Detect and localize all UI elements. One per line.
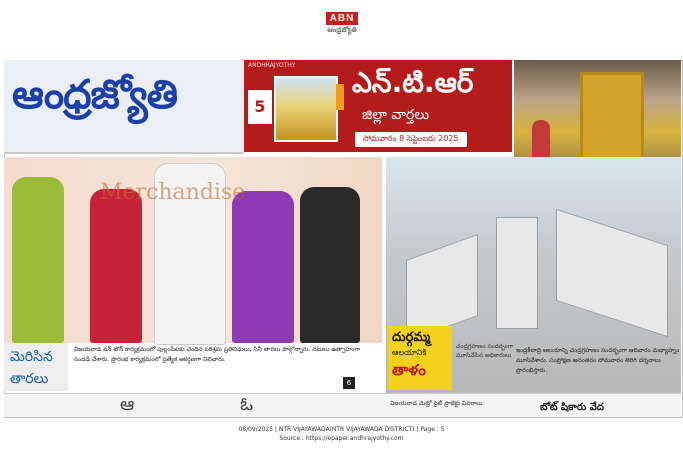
durga-body: ఇంద్రకీలాద్రి ఆలయాన్ని చంద్రగ్రహణం సందర్భంగా ఆదివారం మధ్యాహ్నం మూసివేశారు. సంప్రోక్షణ అనంతరం సోమవారం తిరిగి దర్శనాలు ప్రారంభిస్తారు.	[516, 347, 680, 374]
partial-glyph: ఆ	[120, 394, 135, 415]
masthead-title: ఆంధ్రజ్యోతి	[12, 72, 177, 118]
stars-headline-line1: మెరిసిన	[10, 349, 53, 365]
abn-logo-text: ABN	[326, 12, 359, 25]
temple-thumbnail	[274, 76, 338, 142]
page-number: 5	[248, 90, 272, 124]
edition-date: సోమవారం 8 సెప్టెంబరు 2025	[355, 132, 467, 147]
bottom-snippet: విజయవాడ మెట్రో సైట్ ప్రాజెక్టు వివరాలు	[390, 400, 483, 407]
durga-headline-line1: దుర్గమ్మ	[392, 330, 431, 345]
event-banner: Merchandise	[100, 180, 246, 205]
band-brand: ANDHRAJYOTHY	[248, 62, 296, 69]
abn-logo	[319, 6, 365, 36]
durga-headline-line3: తాళం	[392, 361, 426, 379]
person-1	[12, 177, 64, 343]
durga-headline-line2: ఆలయానికి	[392, 348, 427, 357]
edition-title: ఎన్.టి.ఆర్	[352, 66, 474, 99]
partial-glyph: ఓ	[240, 394, 254, 415]
railing-center	[496, 217, 538, 329]
accent-bar	[336, 84, 344, 110]
bottom-headline: బోట్ షికారు వేద	[540, 402, 604, 413]
railing-right	[556, 209, 668, 337]
footer-info: 08/09/2025 | NTR VIJAYAWADA(NTR VIJAYAWADA DISTRICT) | Page : 5	[238, 426, 445, 433]
stars-body: విజయవాడ వన్ టౌన్ కార్యక్రమంలో పుల్లంపేటకు చెందిన పరిశ్రమ ప్రతినిధులు, సినీ తారలు పాల్గొన్నారు. నటులు ఉత్సాహంగా సందడి చేశారు. ప్రారంభ కార్యక్రమంలో ప్రత్యేక ఆకర్షణగా నిలిచారు.	[74, 346, 360, 363]
stars-page-tag: 6	[343, 377, 355, 389]
abn-logo-tagline: ఆంధ్రజ్యోతి	[327, 26, 357, 34]
durga-side-note: చంద్రగ్రహణం సందర్భంగా మూసివేసిన అధికారులు	[456, 343, 514, 359]
person-5	[300, 187, 360, 343]
footer-source-link[interactable]: Source : https://epaper.andhrajyothy.com	[279, 435, 404, 442]
stars-headline-line2: తారలు	[10, 371, 49, 387]
district-label: జిల్లా వార్తలు	[362, 107, 430, 123]
person-2	[90, 189, 142, 343]
stars-headline	[10, 346, 70, 390]
person-4	[232, 191, 294, 343]
